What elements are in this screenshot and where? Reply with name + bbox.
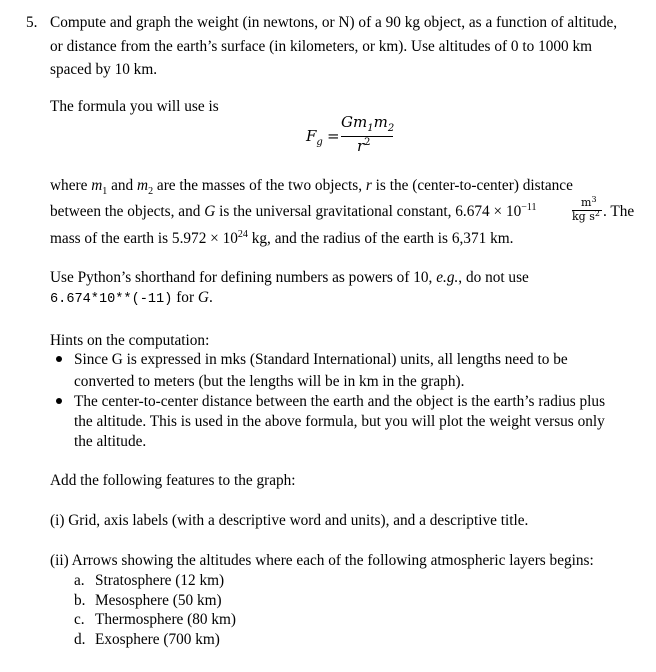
hint-1-line-2: converted to meters (but the lengths will be in km in the graph). [74, 373, 465, 390]
layer-item-text: Exosphere (700 km) [95, 631, 220, 648]
formula-den-sup: 2 [364, 137, 371, 148]
formula-equals: = [327, 127, 340, 145]
hint-1-line-1: Since G is expressed in mks (Standard International) units, all lengths need to be [74, 351, 568, 368]
feature-ii: (ii) Arrows showing the altitudes where each of the following atmospheric layers begins: [50, 552, 594, 569]
hint-2-line-2: the altitude. This is used in the above formula, but you will plot the weight versus only [74, 413, 605, 430]
layer-item: c. [74, 611, 85, 628]
layer-item: d. [74, 631, 86, 648]
formula-numerator-gm: Gm [341, 113, 368, 131]
where-line-1: where $m_1$ and $m_2$ are the masses of the two objects, r is the (center-to-center) distance [50, 177, 573, 198]
python-line-2: 6.674*10**(-11) for G. [50, 289, 213, 307]
formula-lhs: F [306, 127, 317, 145]
layer-item-text: Thermosphere (80 km) [95, 611, 237, 628]
formula-num-sub2: 2 [387, 123, 395, 134]
layer-item: b. [74, 592, 86, 609]
where-line-2-end: . The [603, 203, 635, 220]
bullet-icon [56, 398, 62, 404]
formula-denominator: r [357, 137, 365, 155]
where-line-3: mass of the earth is $5.972 \times 10^{24}$ kg, and the radius of the earth is 6,371 km. [50, 229, 514, 247]
feature-i: (i) Grid, axis labels (with a descriptive word and units), and a descriptive title. [50, 512, 529, 529]
intro-line-2: or distance from the earth’s surface (in kilometers, or km). Use altitudes of 0 to 1000 km [50, 38, 593, 55]
where-line-2: between the objects, and G is the universal gravitational constant, $6.674 \times 10^{-11}$ [50, 202, 537, 220]
gravity-formula [300, 112, 410, 160]
layer-item-text: Mesosphere (50 km) [95, 592, 222, 609]
problem-number: 5. [26, 14, 38, 31]
formula-intro: The formula you will use is [50, 98, 219, 115]
hint-2-line-3: the altitude. [74, 433, 147, 450]
bullet-icon [56, 356, 62, 362]
hint-2-line-1: The center-to-center distance between the earth and the object is the earth’s radius plus [74, 393, 606, 410]
python-code: 6.674*10**(-11) [50, 292, 173, 307]
layer-item-text: Stratosphere (12 km) [95, 572, 225, 589]
python-line-1: Use Python’s shorthand for defining numbers as powers of 10, e.g., do not use [50, 269, 529, 286]
features-title: Add the following features to the graph: [50, 472, 296, 489]
hints-title: Hints on the computation: [50, 332, 210, 349]
layer-item: a. [74, 572, 85, 589]
formula-num-sub1: 1 [367, 123, 374, 134]
intro-line-1: Compute and graph the weight (in newtons, or N) of a 90 kg object, as a function of altitude, [50, 14, 618, 31]
formula-numerator-m2: m [373, 113, 388, 131]
formula-lhs-sub: g [316, 137, 323, 148]
units-fraction: $m^3$ kg $s^2$ [572, 197, 606, 227]
intro-line-3: spaced by 10 km. [50, 61, 158, 78]
